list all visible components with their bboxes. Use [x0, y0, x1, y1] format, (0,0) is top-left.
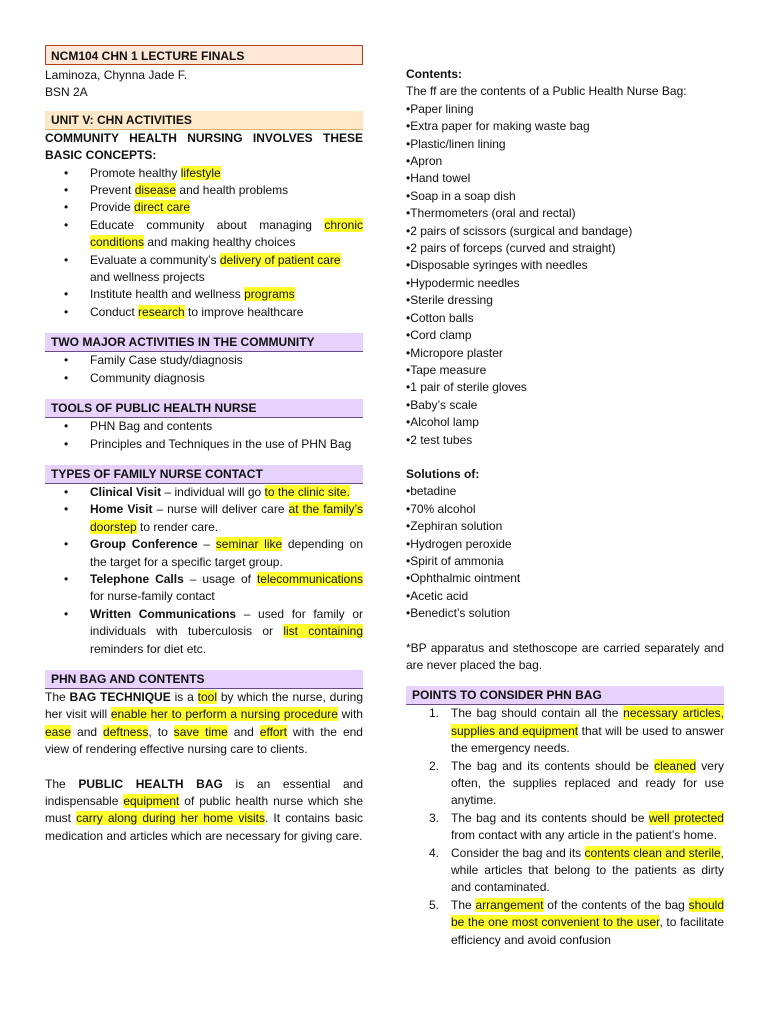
left-column — [45, 45, 363, 845]
tools-heading: TOOLS OF PUBLIC HEALTH NURSE — [45, 399, 363, 418]
unit5-heading: UNIT V: CHN ACTIVITIES — [45, 111, 363, 130]
unit5-intro: COMMUNITY HEALTH NURSING INVOLVES THESE BASIC CONCEPTS: — [45, 130, 363, 163]
list-item: • Principles and Techniques in the use of PHN Bag — [90, 436, 363, 453]
list-item: •Thermometers (oral and rectal) — [406, 206, 576, 221]
course-title: NCM104 CHN 1 LECTURE FINALS — [45, 45, 363, 65]
list-item: 1. The bag should contain all the necessary articles, supplies and equipment that will be used to answer the emergency needs. — [429, 706, 724, 756]
list-item: •Paper lining — [406, 101, 474, 116]
list-item: •2 test tubes — [406, 432, 473, 447]
list-item: • Institute health and wellness programs — [90, 286, 363, 303]
list-item: • Clinical Visit – individual will go to the clinic site. — [90, 484, 363, 501]
list-item: • Home Visit – nurse will deliver care at the family’s doorstep to render care. — [90, 501, 363, 536]
points-list — [406, 705, 724, 949]
list-item: •Hydrogen peroxide — [406, 536, 512, 551]
list-item: • Community diagnosis — [90, 370, 363, 387]
list-item: •Alcohol lamp — [406, 415, 479, 430]
list-item: •Plastic/linen lining — [406, 136, 506, 151]
list-item: •Apron — [406, 154, 443, 169]
tools-list — [45, 418, 363, 453]
list-item: • Evaluate a community’s delivery of patient care and wellness projects — [90, 252, 363, 287]
list-item: •Hand towel — [406, 171, 471, 186]
student-section: BSN 2A — [45, 85, 88, 100]
solutions-label: Solutions of: — [406, 466, 480, 481]
major-heading: TWO MAJOR ACTIVITIES IN THE COMMUNITY — [45, 333, 363, 352]
list-item: •70% alcohol — [406, 501, 476, 516]
list-item: •Acetic acid — [406, 588, 469, 603]
list-item: • Educate community about managing chronic conditions and making healthy choices — [90, 217, 363, 252]
list-item: •Baby’s scale — [406, 397, 478, 412]
list-item: • Promote healthy lifestyle — [90, 165, 363, 182]
list-item: •Disposable syringes with needles — [406, 258, 588, 273]
solutions-list — [406, 483, 724, 622]
bag-technique-paragraph: The BAG TECHNIQUE is a tool by which the nurse, during her visit will enable her to perform a nursing procedure with ease and deftness, to save time and effort with the end view of rendering effective nursing care to clients. — [45, 689, 364, 757]
list-item: •Tape measure — [406, 362, 487, 377]
list-item: •Zephiran solution — [406, 519, 503, 534]
student-name: Laminoza, Chynna Jade F. — [45, 68, 188, 82]
list-item: 3. The bag and its contents should be well protected from contact with any article in the patient’s home. — [429, 810, 724, 843]
list-item: • Telephone Calls – usage of telecommunications for nurse-family contact — [90, 571, 363, 606]
list-item: •Micropore plaster — [406, 345, 503, 360]
list-item: •Sterile dressing — [406, 293, 493, 308]
list-item: • Written Communications – used for family or individuals with tuberculosis or list containing reminders for diet etc. — [90, 606, 363, 658]
concepts-list — [45, 165, 363, 322]
list-item: •Cord clamp — [406, 328, 472, 343]
list-item: •Extra paper for making waste bag — [406, 119, 590, 134]
list-item: 5. The arrangement of the contents of the bag should be the one most convenient to the user, to facilitate efficiency and avoid confusion — [429, 897, 724, 947]
public-health-bag-paragraph: The PUBLIC HEALTH BAG is an essential and indispensable equipment of public health nurse which she must carry along during her home visits. It contains basic medication and articles which are necessary for giving care. — [45, 776, 364, 843]
list-item: •Hypodermic needles — [406, 275, 520, 290]
contents-label: Contents: — [406, 67, 462, 81]
list-item: • Family Case study/diagnosis — [90, 352, 363, 369]
list-item: • Prevent disease and health problems — [90, 182, 363, 199]
bag-heading: PHN BAG AND CONTENTS — [45, 670, 363, 689]
list-item: •Benedict’s solution — [406, 606, 511, 621]
list-item: •Ophthalmic ointment — [406, 571, 521, 586]
list-item: • Group Conference – seminar like depending on the target for a specific target group. — [90, 536, 363, 571]
bp-note: *BP apparatus and stethoscope are carried separately and are never placed the bag. — [406, 640, 724, 672]
points-heading: POINTS TO CONSIDER PHN BAG — [406, 686, 724, 705]
list-item: •2 pairs of forceps (curved and straight) — [406, 241, 616, 256]
contents-intro: The ff are the contents of a Public Health Nurse Bag: — [406, 84, 687, 99]
list-item: •1 pair of sterile gloves — [406, 380, 527, 395]
list-item: • PHN Bag and contents — [90, 418, 363, 435]
contact-list — [45, 484, 363, 658]
list-item: •Soap in a soap dish — [406, 188, 516, 203]
major-list — [45, 352, 363, 387]
list-item: • Conduct research to improve healthcare — [90, 304, 363, 321]
list-item: 4. Consider the bag and its contents clean and sterile, while articles that belong to the patients as dirty and contaminated. — [429, 845, 724, 895]
list-item: • Provide direct care — [90, 199, 363, 216]
list-item: •betadine — [406, 484, 457, 499]
contact-heading: TYPES OF FAMILY NURSE CONTACT — [45, 465, 363, 484]
list-item: 2. The bag and its contents should be cleaned very often, the supplies replaced and ready for use anytime. — [429, 758, 724, 808]
right-column — [406, 66, 724, 949]
list-item: •Spirit of ammonia — [406, 553, 504, 568]
contents-list — [406, 101, 724, 449]
list-item: •2 pairs of scissors (surgical and bandage) — [406, 223, 633, 238]
list-item: •Cotton balls — [406, 310, 474, 325]
